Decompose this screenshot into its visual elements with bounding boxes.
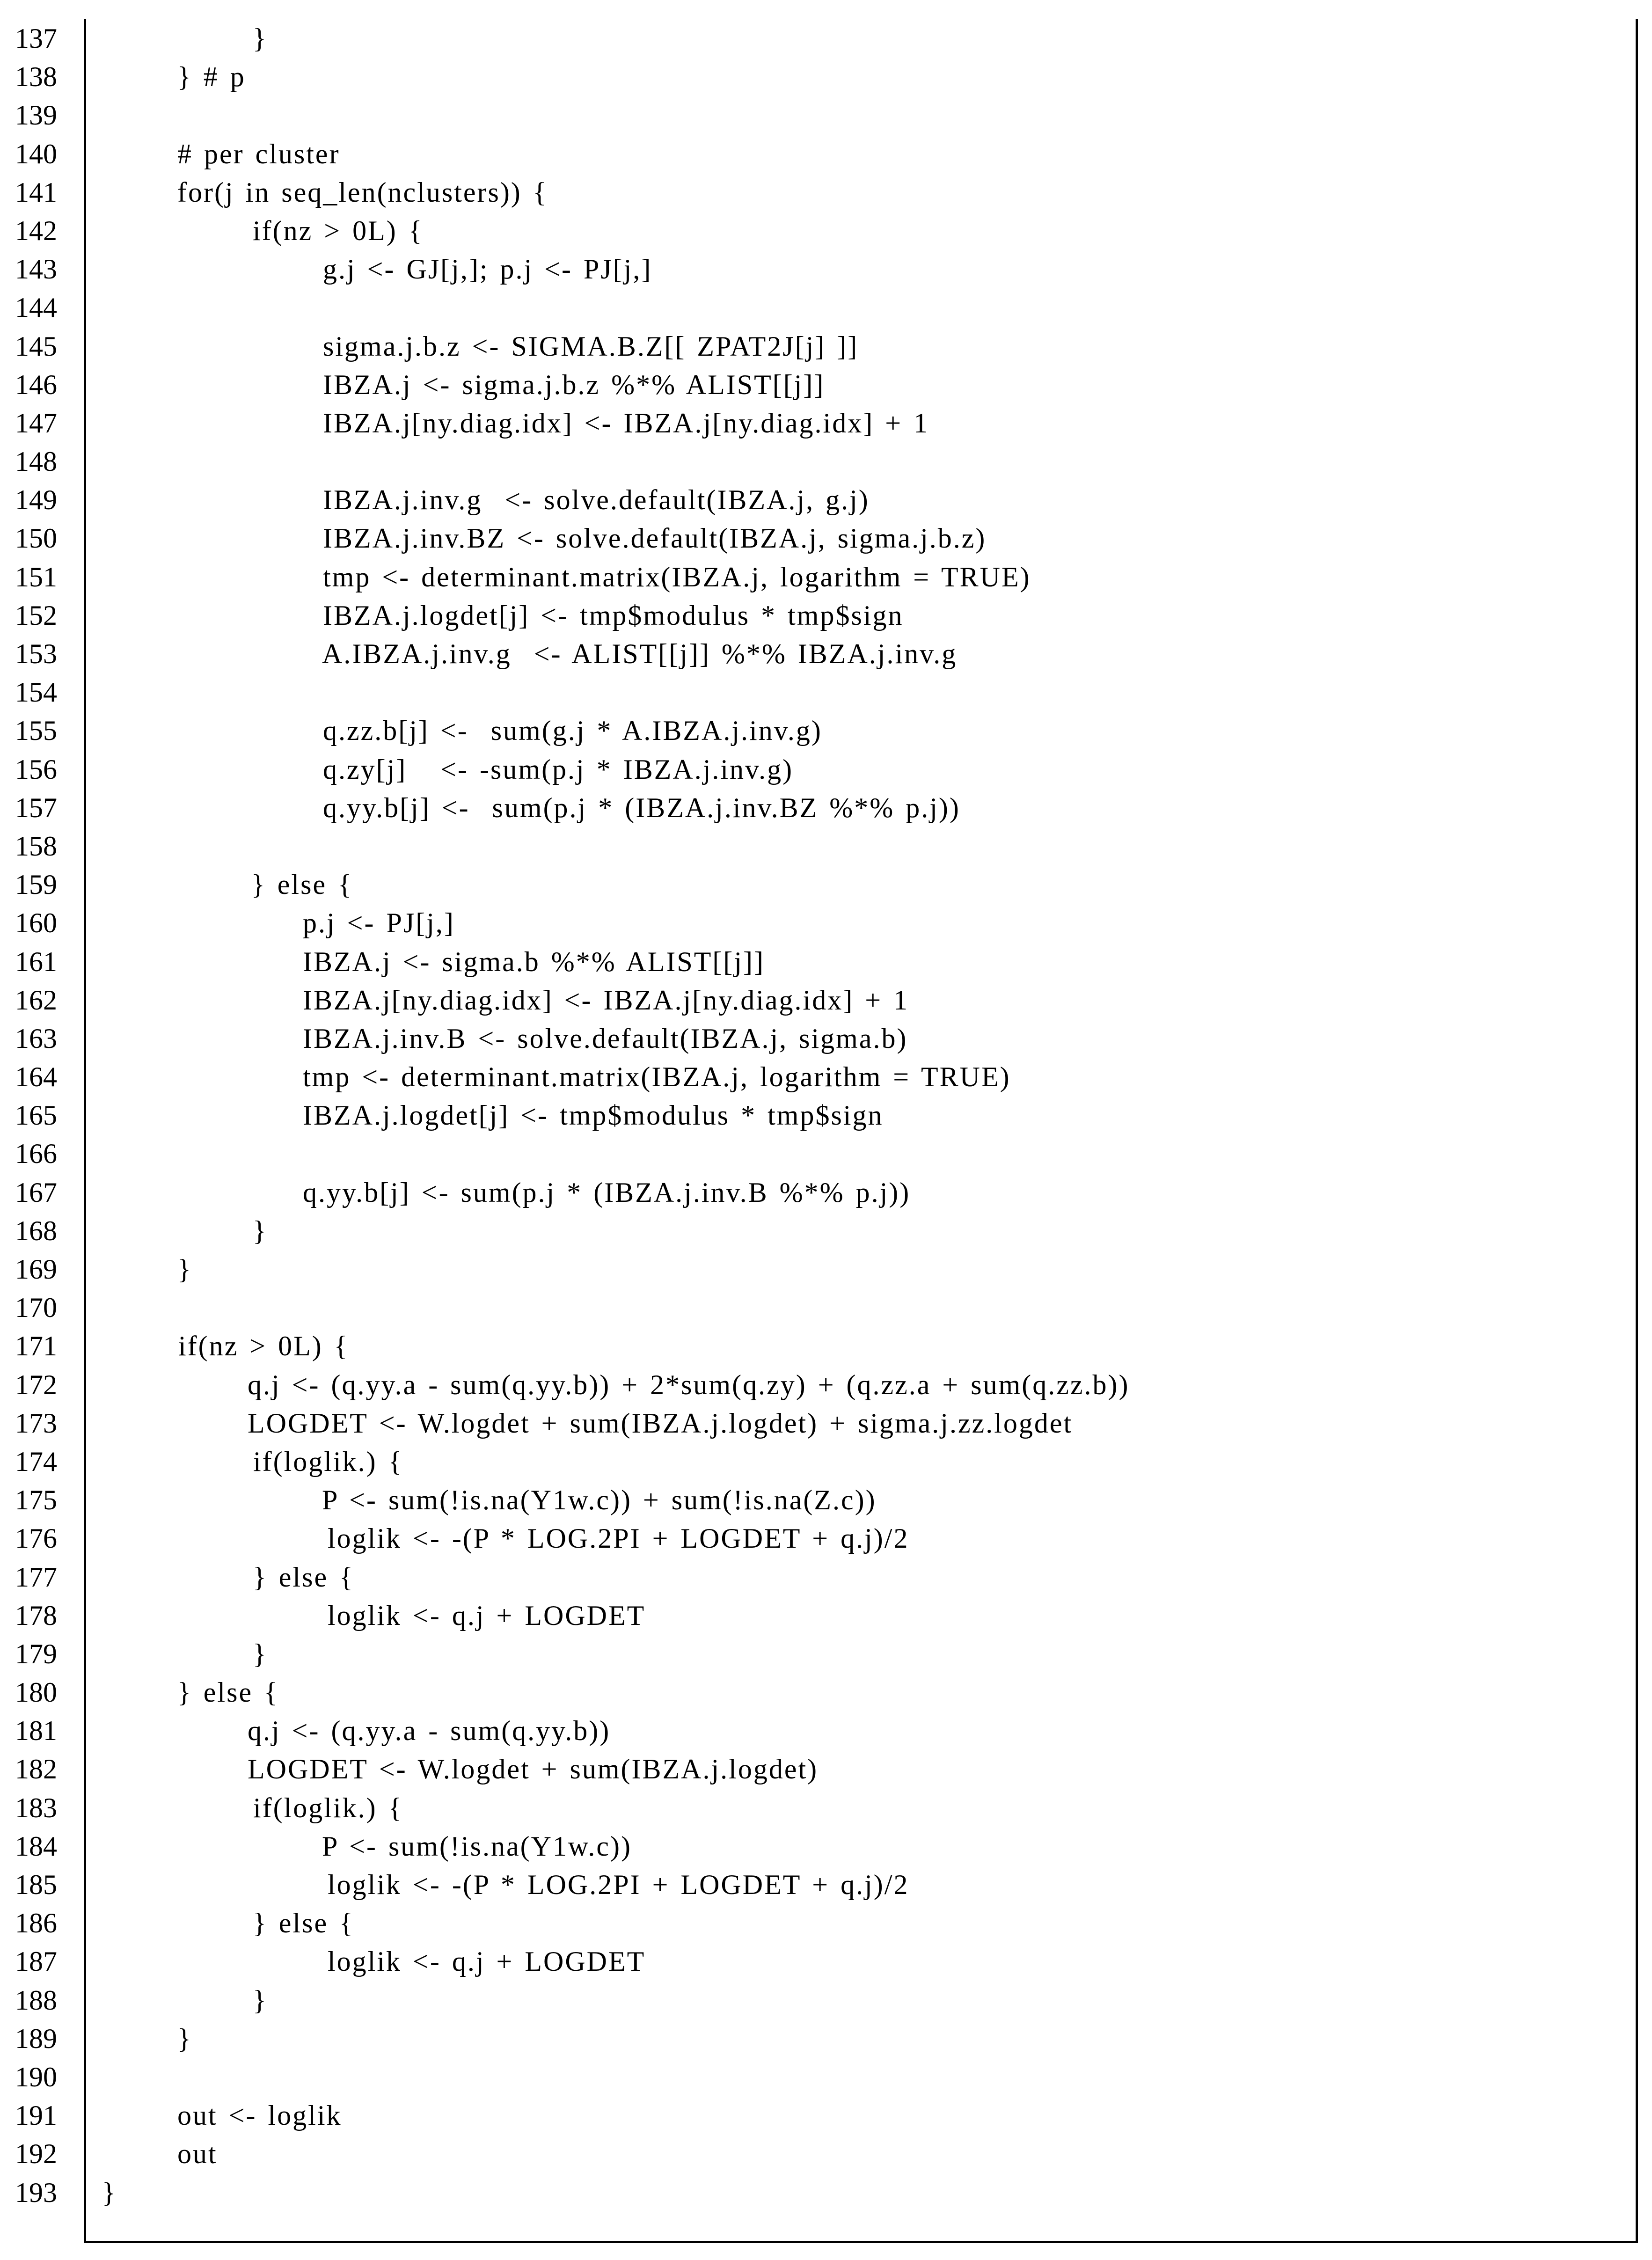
line-number: 178 <box>15 1600 57 1631</box>
code-line <box>0 1058 1652 1096</box>
code-text: IBZA.j.logdet[j] <- tmp$modulus * tmp$sign <box>323 600 904 631</box>
line-number: 171 <box>15 1331 57 1362</box>
code-line <box>0 1789 1652 1827</box>
code-line <box>0 135 1652 173</box>
line-number: 148 <box>15 446 57 477</box>
line-number: 173 <box>15 1407 57 1439</box>
line-number: 156 <box>15 753 57 785</box>
line-number: 186 <box>15 1908 57 1939</box>
code-text: q.yy.b[j] <- sum(p.j * (IBZA.j.inv.B %*% p.j)) <box>303 1177 911 1208</box>
code-text: IBZA.j.inv.BZ <- solve.default(IBZA.j, sigma.j.b.z) <box>323 523 987 554</box>
code-line <box>0 212 1652 250</box>
code-line <box>0 596 1652 635</box>
code-text: for(j in seq_len(nclusters)) { <box>177 176 548 208</box>
code-line <box>0 558 1652 596</box>
code-text: } else { <box>253 1908 354 1939</box>
line-number: 175 <box>15 1485 57 1516</box>
line-number: 140 <box>15 138 57 169</box>
line-number: 169 <box>15 1254 57 1285</box>
line-number: 150 <box>15 523 57 554</box>
code-line <box>0 2173 1652 2212</box>
code-line <box>0 19 1652 58</box>
code-line <box>0 2019 1652 2058</box>
line-number: 147 <box>15 407 57 439</box>
line-number: 182 <box>15 1754 57 1785</box>
line-number: 137 <box>15 23 57 54</box>
code-text: } <box>253 23 268 54</box>
line-number: 164 <box>15 1061 57 1093</box>
line-number: 144 <box>15 292 57 323</box>
code-text: IBZA.j <- sigma.j.b.z %*% ALIST[[j]] <box>323 369 825 400</box>
code-text: } else { <box>253 1561 354 1593</box>
code-line <box>0 1404 1652 1442</box>
line-number: 179 <box>15 1638 57 1669</box>
line-number: 172 <box>15 1369 57 1400</box>
code-line <box>0 327 1652 366</box>
line-number: 143 <box>15 254 57 285</box>
line-number: 153 <box>15 638 57 669</box>
line-number: 145 <box>15 330 57 362</box>
line-number: 166 <box>15 1138 57 1170</box>
line-number: 177 <box>15 1561 57 1593</box>
code-text: A.IBZA.j.inv.g <- ALIST[[j]] %*% IBZA.j.inv.g <box>322 638 958 669</box>
code-text: P <- sum(!is.na(Y1w.c)) <box>322 1830 632 1862</box>
code-line <box>0 1519 1652 1558</box>
line-number: 149 <box>15 484 57 516</box>
code-text: loglik <- q.j + LOGDET <box>328 1946 646 1977</box>
code-text: loglik <- -(P * LOG.2PI + LOGDET + q.j)/2 <box>328 1869 909 1900</box>
code-line <box>0 1673 1652 1711</box>
code-text: } <box>253 1638 268 1669</box>
line-number: 168 <box>15 1215 57 1246</box>
code-text: # per cluster <box>177 138 340 169</box>
code-text: out <box>177 2138 218 2170</box>
code-line <box>0 1750 1652 1788</box>
code-text: LOGDET <- W.logdet + sum(IBZA.j.logdet) <box>248 1754 819 1785</box>
line-number: 184 <box>15 1830 57 1862</box>
line-number: 192 <box>15 2138 57 2170</box>
line-number: 154 <box>15 677 57 708</box>
line-number: 167 <box>15 1177 57 1208</box>
line-number: 161 <box>15 946 57 977</box>
line-number: 185 <box>15 1869 57 1900</box>
line-number: 152 <box>15 600 57 631</box>
code-text: if(nz > 0L) { <box>178 1331 349 1362</box>
code-text: q.j <- (q.yy.a - sum(q.yy.b)) + 2*sum(q.zy) + (q.zz.a + sum(q.zz.b)) <box>248 1369 1130 1400</box>
code-line <box>0 1596 1652 1635</box>
code-text: tmp <- determinant.matrix(IBZA.j, logarithm = TRUE) <box>323 561 1031 592</box>
code-line <box>0 673 1652 711</box>
code-line <box>0 288 1652 327</box>
code-text: q.yy.b[j] <- sum(p.j * (IBZA.j.inv.BZ %*% p.j)) <box>323 792 960 823</box>
code-line <box>0 1827 1652 1865</box>
code-line <box>0 1865 1652 1904</box>
code-line <box>0 1558 1652 1596</box>
line-number: 181 <box>15 1715 57 1747</box>
code-line <box>0 1981 1652 2019</box>
code-line <box>0 1134 1652 1173</box>
code-line <box>0 981 1652 1019</box>
line-number: 163 <box>15 1023 57 1054</box>
line-number: 165 <box>15 1100 57 1131</box>
code-text: sigma.j.b.z <- SIGMA.B.Z[[ ZPAT2J[j] ]] <box>323 330 859 362</box>
line-number: 189 <box>15 2023 57 2054</box>
code-text: } <box>253 1215 268 1246</box>
code-line <box>0 1635 1652 1673</box>
line-number: 176 <box>15 1523 57 1554</box>
code-line <box>0 1904 1652 1942</box>
line-number: 174 <box>15 1446 57 1477</box>
code-line <box>0 1366 1652 1404</box>
code-text: q.zz.b[j] <- sum(g.j * A.IBZA.j.inv.g) <box>323 715 822 746</box>
code-line <box>0 827 1652 865</box>
code-text: LOGDET <- W.logdet + sum(IBZA.j.logdet) + sigma.j.zz.logdet <box>248 1407 1073 1439</box>
line-number: 159 <box>15 869 57 900</box>
line-number: 191 <box>15 2100 57 2131</box>
line-number: 183 <box>15 1792 57 1823</box>
code-text: IBZA.j.inv.g <- solve.default(IBZA.j, g.j) <box>323 484 870 516</box>
line-number: 160 <box>15 907 57 939</box>
code-line <box>0 2058 1652 2096</box>
line-number: 188 <box>15 1984 57 2016</box>
code-line <box>0 58 1652 96</box>
line-number: 193 <box>15 2177 57 2208</box>
code-line <box>0 865 1652 904</box>
line-number: 170 <box>15 1292 57 1324</box>
line-number: 139 <box>15 100 57 131</box>
line-number: 162 <box>15 984 57 1016</box>
code-line <box>0 711 1652 750</box>
code-text: P <- sum(!is.na(Y1w.c)) + sum(!is.na(Z.c)) <box>322 1485 877 1516</box>
code-line <box>0 1212 1652 1250</box>
code-line <box>0 1019 1652 1058</box>
code-line <box>0 1096 1652 1134</box>
code-text: } <box>177 1254 192 1285</box>
code-text: IBZA.j[ny.diag.idx] <- IBZA.j[ny.diag.idx] + 1 <box>303 984 909 1016</box>
code-text: tmp <- determinant.matrix(IBZA.j, logarithm = TRUE) <box>303 1061 1011 1093</box>
code-text: if(loglik.) { <box>253 1792 403 1823</box>
code-text: if(loglik.) { <box>253 1446 403 1477</box>
code-text: } # p <box>177 61 246 93</box>
code-text: out <- loglik <box>177 2100 342 2131</box>
code-line <box>0 1250 1652 1288</box>
code-line <box>0 96 1652 134</box>
code-line <box>0 1173 1652 1212</box>
line-number: 180 <box>15 1677 57 1708</box>
code-text: } <box>253 1984 268 2016</box>
code-line <box>0 1481 1652 1519</box>
code-text: } else { <box>177 1677 279 1708</box>
code-line <box>0 750 1652 789</box>
line-number: 146 <box>15 369 57 400</box>
code-text: loglik <- -(P * LOG.2PI + LOGDET + q.j)/2 <box>328 1523 909 1554</box>
code-line <box>0 1942 1652 1981</box>
code-text: IBZA.j.inv.B <- solve.default(IBZA.j, sigma.b) <box>303 1023 908 1054</box>
code-text: q.zy[j] <- -sum(p.j * IBZA.j.inv.g) <box>323 753 794 785</box>
code-text: q.j <- (q.yy.a - sum(q.yy.b)) <box>248 1715 611 1747</box>
code-line <box>0 442 1652 481</box>
code-line <box>0 2096 1652 2135</box>
line-number: 190 <box>15 2061 57 2092</box>
code-line <box>0 789 1652 827</box>
code-line <box>0 943 1652 981</box>
line-number: 138 <box>15 61 57 93</box>
code-line <box>0 404 1652 442</box>
code-text: IBZA.j[ny.diag.idx] <- IBZA.j[ny.diag.idx] + 1 <box>323 407 929 439</box>
code-line <box>0 366 1652 404</box>
code-listing <box>0 19 1652 2212</box>
line-number: 158 <box>15 830 57 862</box>
code-line <box>0 1442 1652 1481</box>
code-text: IBZA.j <- sigma.b %*% ALIST[[j]] <box>303 946 765 977</box>
code-text: g.j <- GJ[j,]; p.j <- PJ[j,] <box>323 254 652 285</box>
code-text: } <box>102 2177 117 2208</box>
line-number: 187 <box>15 1946 57 1977</box>
code-text: } <box>177 2023 192 2054</box>
code-line <box>0 904 1652 942</box>
code-text: IBZA.j.logdet[j] <- tmp$modulus * tmp$sign <box>303 1100 884 1131</box>
code-text: if(nz > 0L) { <box>253 215 424 246</box>
code-line <box>0 173 1652 212</box>
line-number: 142 <box>15 215 57 246</box>
code-line <box>0 250 1652 288</box>
code-line <box>0 1711 1652 1750</box>
line-number: 155 <box>15 715 57 746</box>
code-text: loglik <- q.j + LOGDET <box>328 1600 646 1631</box>
code-text: p.j <- PJ[j,] <box>303 907 455 939</box>
code-line <box>0 519 1652 557</box>
line-number: 157 <box>15 792 57 823</box>
code-line <box>0 635 1652 673</box>
code-text: } else { <box>251 869 353 900</box>
code-line <box>0 1327 1652 1365</box>
code-line <box>0 2135 1652 2173</box>
code-line <box>0 481 1652 519</box>
line-number: 151 <box>15 561 57 592</box>
line-number: 141 <box>15 176 57 208</box>
code-line <box>0 1288 1652 1327</box>
